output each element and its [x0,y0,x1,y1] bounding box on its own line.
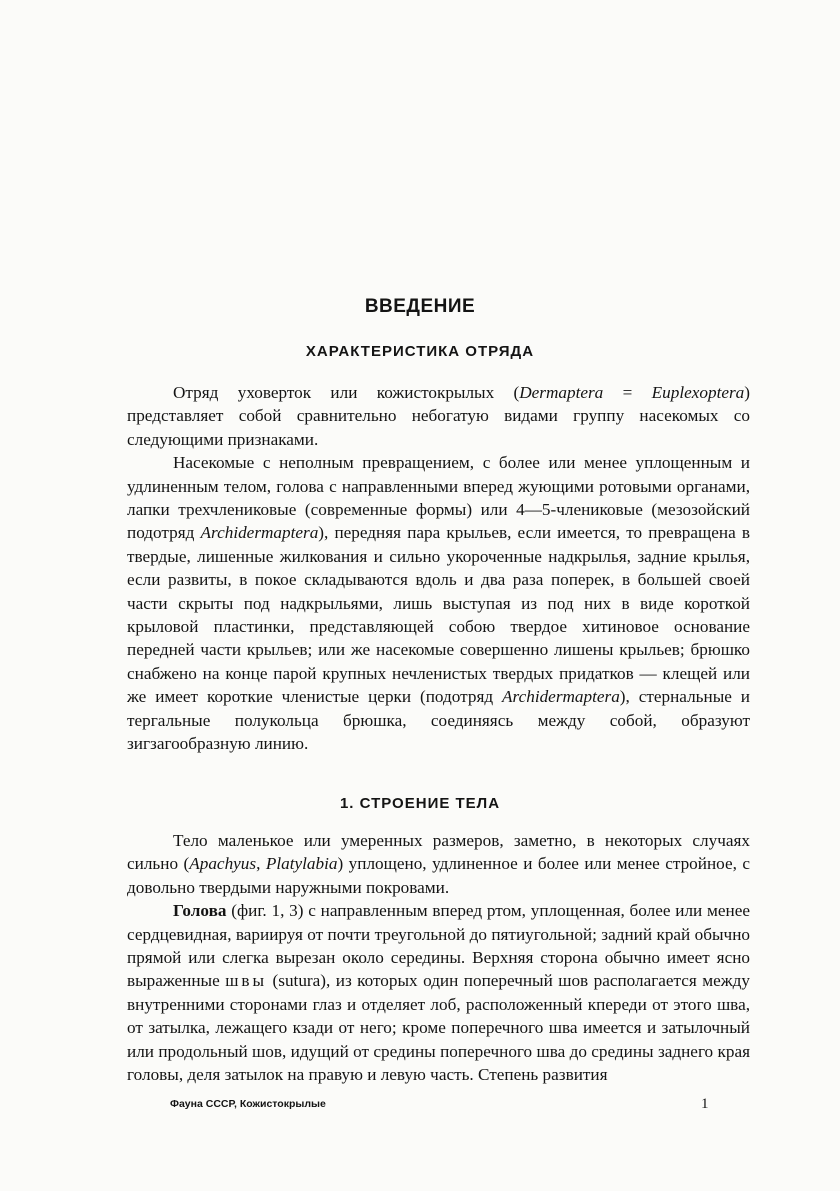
section-paragraph-1 [127,829,750,899]
section-paragraph-2 [127,899,750,1086]
taxon-name: Platylabia [265,854,338,874]
page-number: 1 [701,1096,709,1112]
term-bold: Голова [173,901,227,921]
text-run: ) уплощено, удлиненное и более или менее стройное, с довольно твердыми наружными покровами. [127,854,750,897]
text-run: Тело маленькое или умеренных размеров, заметно, в некоторых случаях сильно ( [127,831,750,874]
taxon-name: Apachyus [189,854,257,874]
taxon-name: Dermaptera [519,383,604,402]
intro-paragraph-1 [127,381,750,451]
taxon-name: Archidermaptera [200,523,319,543]
text-run: , [256,854,266,874]
section-heading: 1. СТРОЕНИЕ ТЕЛА [339,795,501,812]
taxon-name: Archidermaptera [502,687,620,707]
page-subtitle: ХАРАКТЕРИСТИКА ОТРЯДА [305,343,535,360]
taxon-name: Euplexoptera [651,383,745,402]
text-run: (sutura), из которых один поперечный шов располагается между внутренними сторонами глаз и отделяет лоб, расположенный кпереди от этого шва, от затылка, лежащего кзади от него; кроме поперечного шва имеется и затылочный или продольный шов, идущий от средины поперечного шва до средины заднего края головы, деля затылок на правую и левую часть. Степень развития [127,971,750,1085]
intro-paragraph-2 [127,451,750,755]
text-run: ), передняя пара крыльев, если имеется, то превращена в твердые, лишенные жилкования и сильно укороченные надкрылья, задние крылья, если развиты, в покое складываются вдоль и два раза поперек, в большей своей части скрыты под надкрыльями, лишь выступая из под них в виде короткой крыловой пластинки, представляющей собою твердое хитиновое основание передней части крыльев; или же насекомые совершенно лишены крыльев; брюшко снабжено на конце парой крупных нечленистых твердых придатков — клещей или же имеет короткие членистые церки (подотряд [127,523,750,707]
term-spaced: швы [225,971,268,991]
text-run: Насекомые с неполным превращением, с более или менее уплощенным и удлиненным телом, голова с направленными вперед жующими ротовыми органами, лапки трехчлениковые (современные формы) или 4—5-члениковые (мезозойский подотряд [127,453,750,543]
text-run: ), стернальные и тергальные полукольца брюшка, соединяясь между собой, образуют зигзагообразную линию. [127,687,751,754]
intro-block [127,381,750,756]
section-body [127,829,750,1086]
text-run: = [603,383,652,402]
page-title: ВВЕДЕНИЕ [364,296,476,317]
text-run: Отряд уховерток или кожистокрылых ( [173,383,520,402]
text-run: (фиг. 1, 3) с направленным вперед ртом, уплощенная, более или менее сердцевидная, вариируя от почти треугольной до пятиугольной; задний край обычно прямой или слегка вырезан около середины. Верхняя сторона обычно имеет ясно выраженные [127,901,750,991]
running-footer: Фауна СССР, Кожистокрылые [170,1098,326,1110]
text-run: ) представляет собой сравнительно небогатую видами группу насекомых со следующими признаками. [127,383,750,449]
